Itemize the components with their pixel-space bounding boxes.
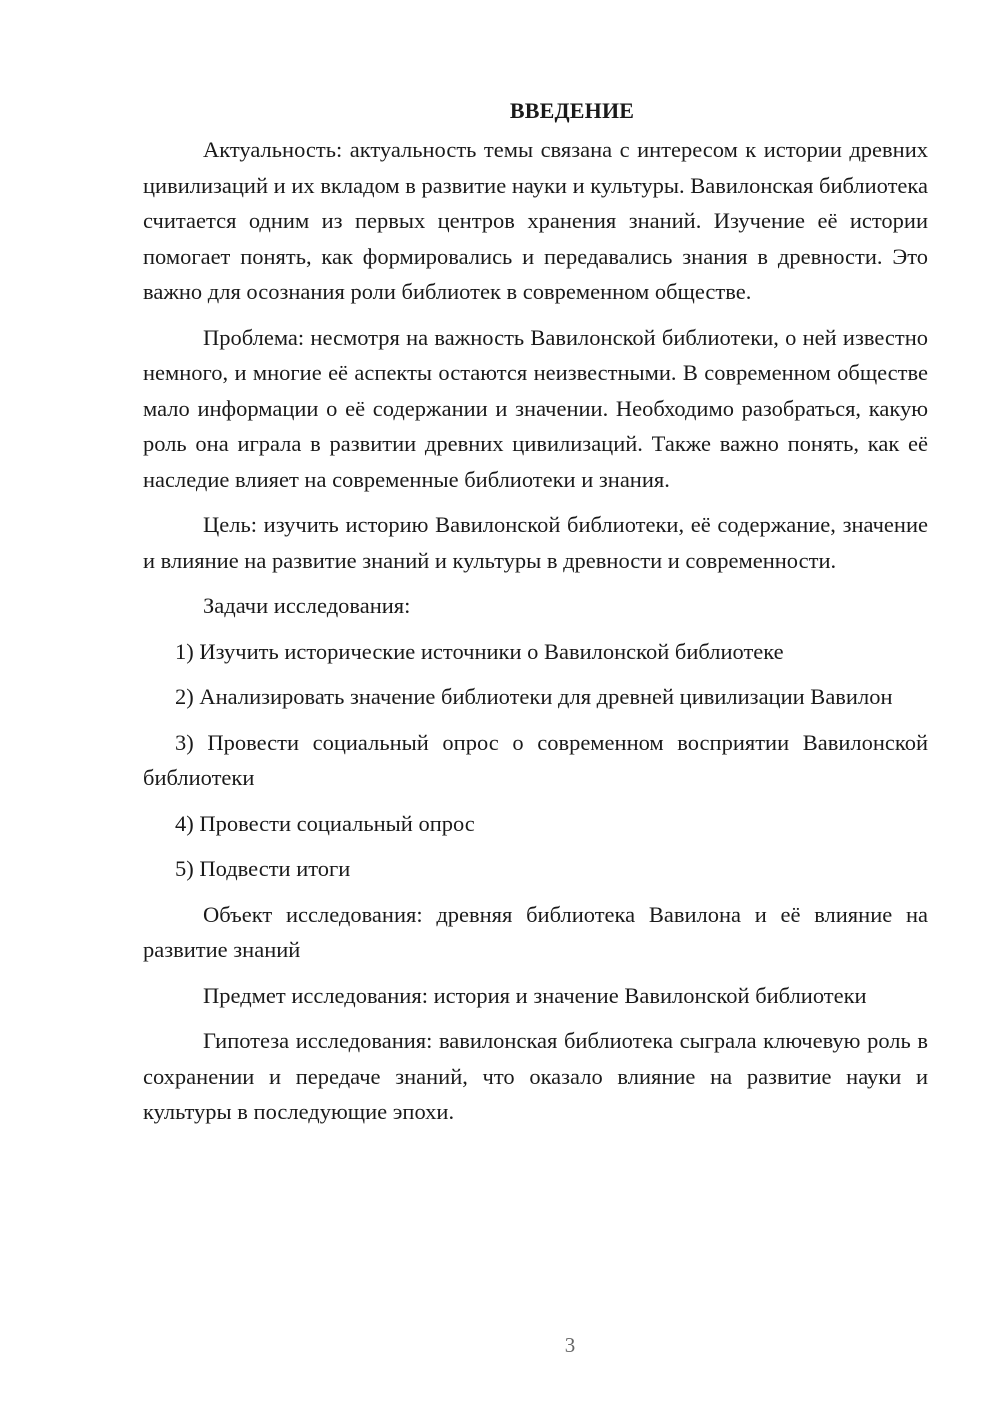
page-number: 3 [564,1333,576,1357]
paragraph-goal: Цель: изучить историю Вавилонской библиотеки, её содержание, значение и влияние на развитие знаний и культуры в древности и современности. [143,512,928,573]
paragraph-subject: Предмет исследования: история и значение Вавилонской библиотеки [203,982,867,1008]
paragraph-relevance: Актуальность: актуальность темы связана с интересом к истории древних цивилизаций и их вкладом в развитие науки и культуры. Вавилонская библиотека считается одним из первых центров хранения знаний. Изучение её истории помогает понять, как формировались и передавались знания в древности. Это важно для осознания роли библиотек в современном обществе. [143,137,928,304]
task-item-5: 5) Подвести итоги [175,856,351,881]
task-item-4: 4) Провести социальный опрос [175,810,475,836]
page-content [143,96,928,1140]
paragraph-tasks-heading: Задачи исследования: [203,593,411,618]
paragraph-hypothesis: Гипотеза исследования: вавилонская библиотека сыграла ключевую роль в сохранении и передаче знаний, что оказало влияние на развитие науки и культуры в последующие эпохи. [143,1028,928,1124]
paragraph-problem: Проблема: несмотря на важность Вавилонской библиотеки, о ней известно немного, и многие её аспекты остаются неизвестными. В современном обществе мало информации о её содержании и значении. Необходимо разобраться, какую роль она играла в развитии древних цивилизаций. Также важно понять, как её наследие влияет на современные библиотеки и знания. [143,324,928,492]
page-title: ВВЕДЕНИЕ [509,98,635,123]
task-item-2: 2) Анализировать значение библиотеки для древней цивилизации Вавилон [175,684,893,709]
task-item-1: 1) Изучить исторические источники о Вавилонской библиотеке [175,638,784,664]
task-item-3: 3) Провести социальный опрос о современном восприятии Вавилонской библиотеки [143,729,928,790]
paragraph-object: Объект исследования: древняя библиотека Вавилона и её влияние на развитие знаний [143,901,928,962]
